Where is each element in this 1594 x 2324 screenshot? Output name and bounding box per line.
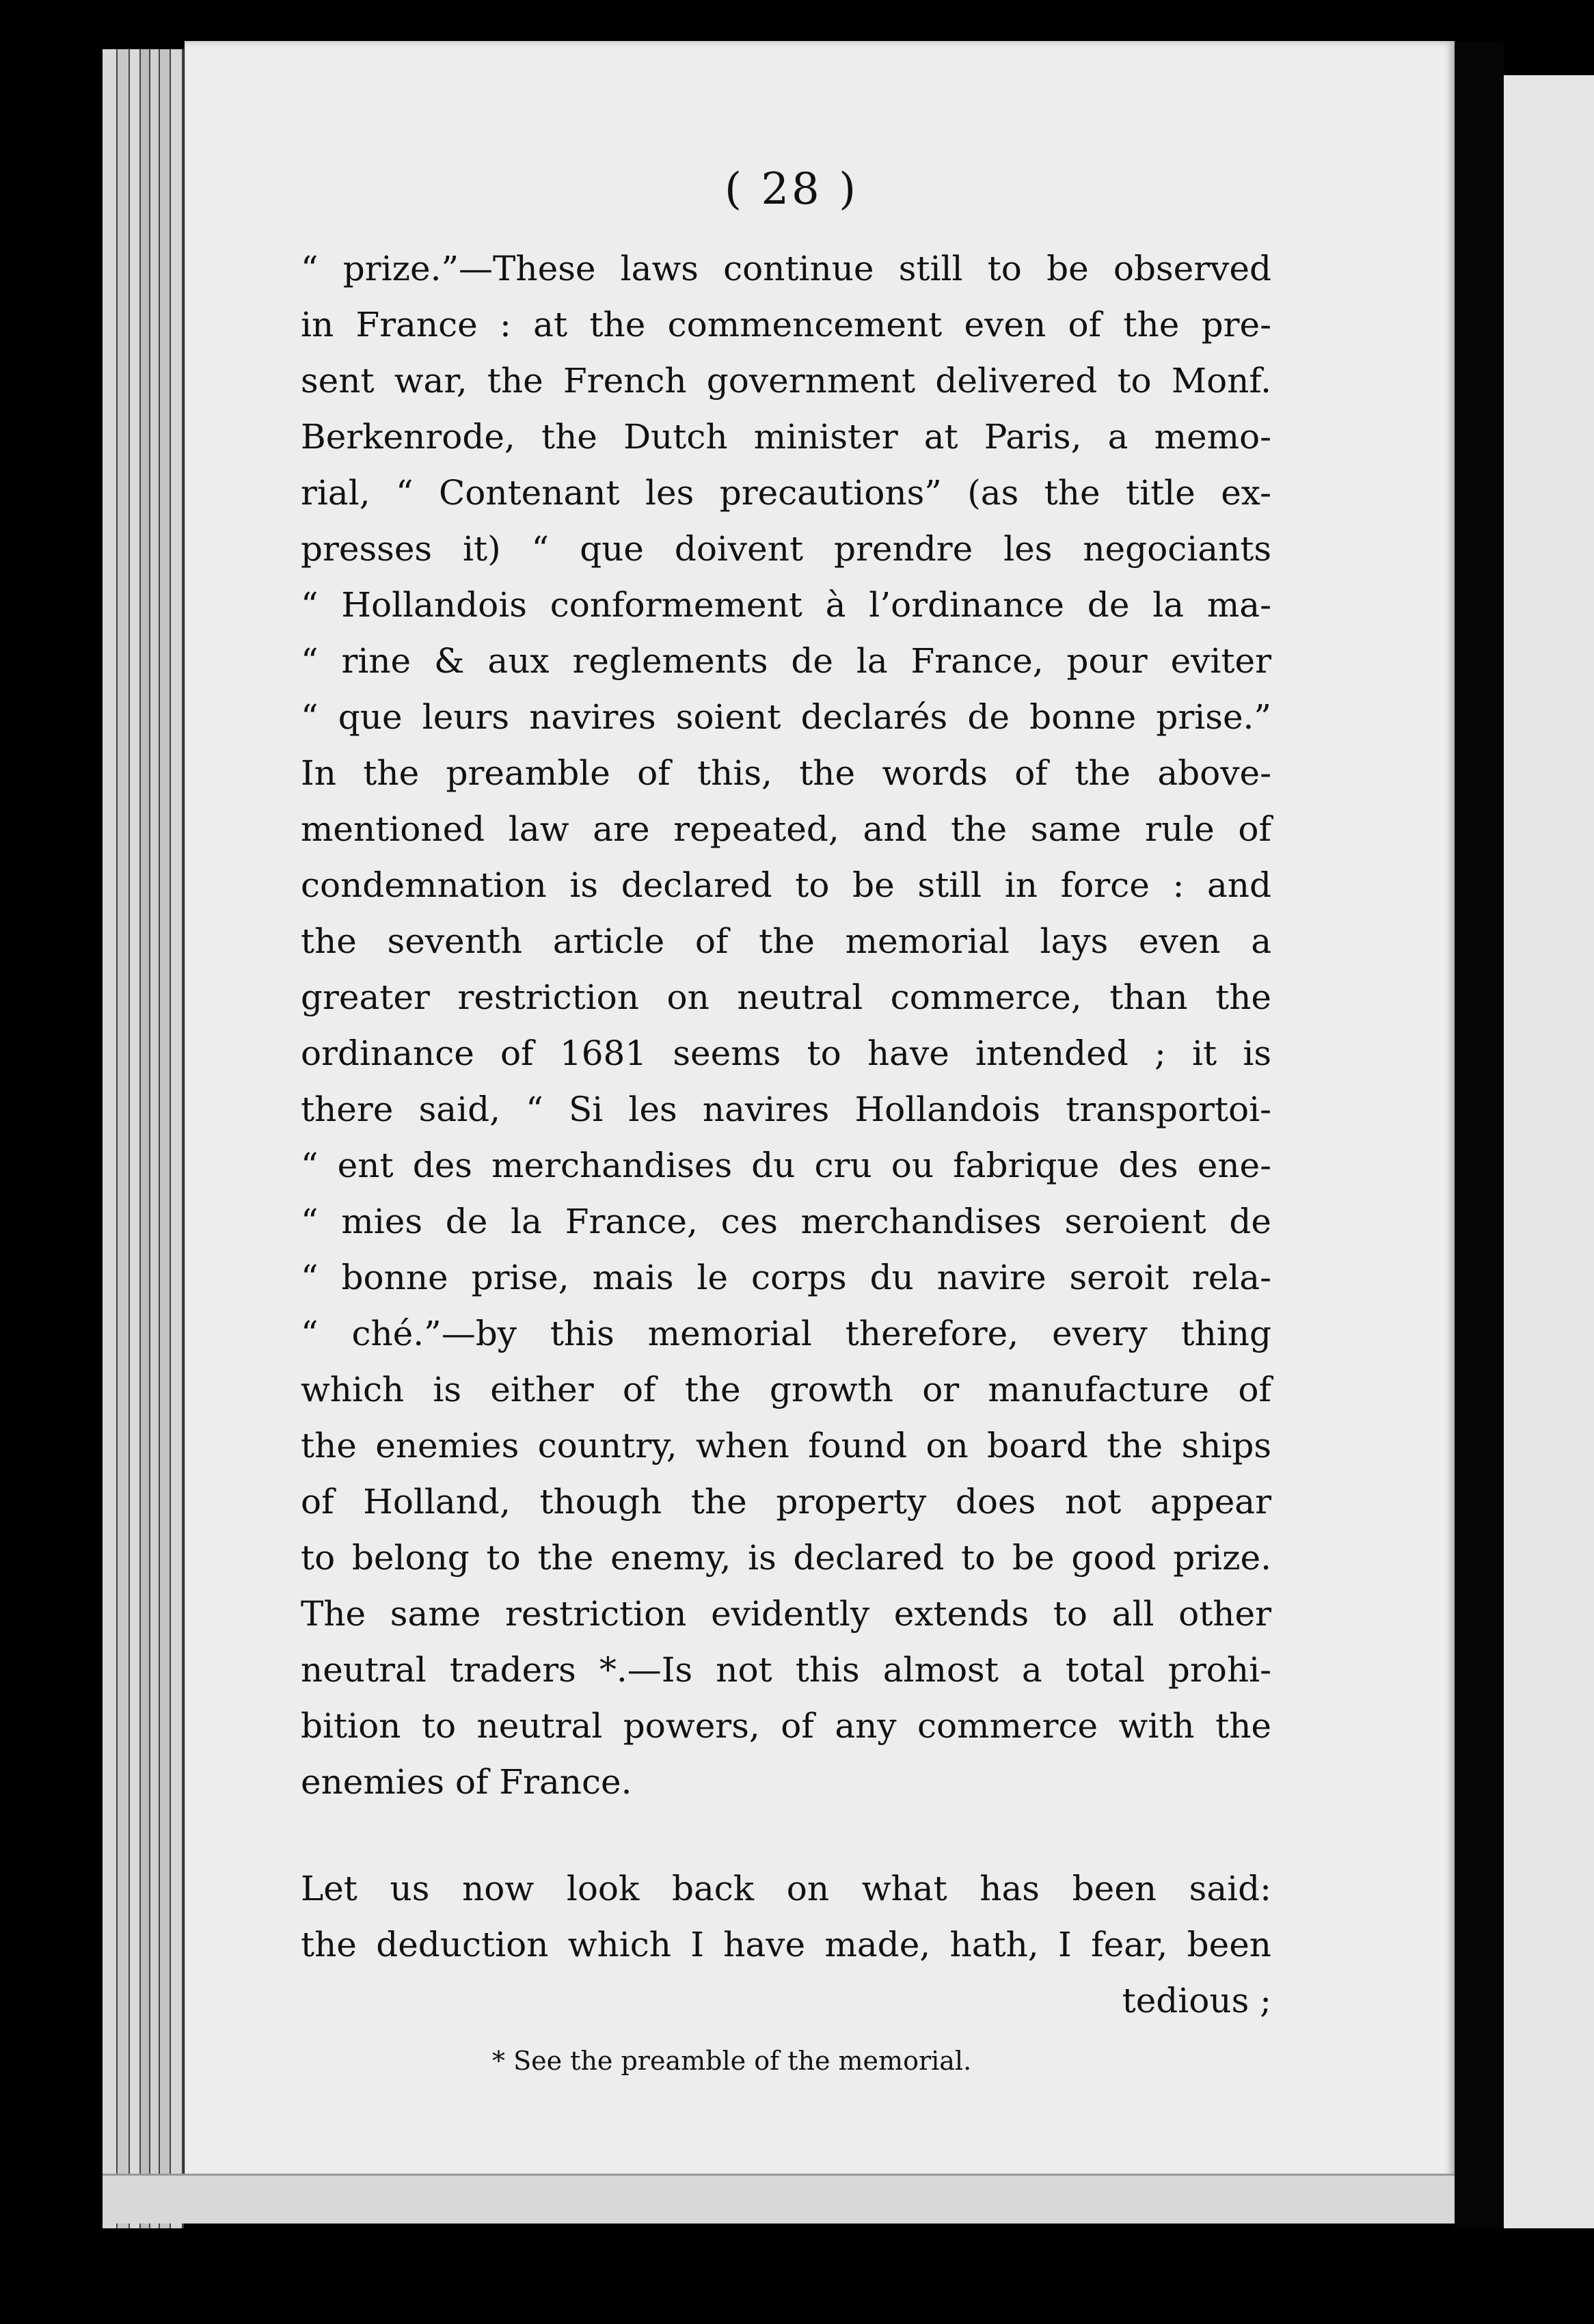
text-line: “ rine & aux reglements de la France, pour eviter xyxy=(301,641,1271,681)
text-line: to belong to the enemy, is declared to be good prize. xyxy=(301,1538,1271,1578)
text-line: in France : at the commencement even of the pre- xyxy=(301,305,1271,344)
page-edge xyxy=(118,49,131,2228)
text-line: enemies of France. xyxy=(301,1762,632,1802)
text-line: Let us now look back on what has been said: xyxy=(301,1869,1271,1908)
text-line: which is either of the growth or manufacture of xyxy=(301,1370,1271,1409)
page-edge xyxy=(141,49,151,2228)
page-edge xyxy=(150,49,161,2228)
text-line: there said, “ Si les navires Hollandois transportoi- xyxy=(301,1090,1271,1129)
text-line: “ prize.”—These laws continue still to be observed xyxy=(301,249,1271,288)
text-line: mentioned law are repeated, and the same rule of xyxy=(301,809,1271,849)
text-line: the deduction which I have made, hath, I fear, been xyxy=(301,1925,1271,1964)
page-edge xyxy=(103,49,118,2228)
page-bottom-edge xyxy=(103,2174,1456,2224)
text-line: greater restriction on neutral commerce, than the xyxy=(301,977,1271,1017)
text-line: “ que leurs navires soient declarés de bonne prise.” xyxy=(301,697,1271,737)
catchword: tedious ; xyxy=(1122,1981,1271,2021)
body-text xyxy=(301,241,1271,2029)
text-line: ordinance of 1681 seems to have intended ; it is xyxy=(301,1033,1271,1073)
text-line: Berkenrode, the Dutch minister at Paris, a memo- xyxy=(301,417,1271,457)
text-line: “ ché.”—by this memorial therefore, every thing xyxy=(301,1314,1271,1353)
paragraph-gap xyxy=(301,1810,1271,1861)
text-line: the enemies country, when found on board the ships xyxy=(301,1426,1271,1465)
footnote: * See the preamble of the memorial. xyxy=(492,2046,972,2076)
text-line: “ ent des merchandises du cru ou fabrique des ene- xyxy=(301,1146,1271,1185)
text-line: “ Hollandois conformement à l’ordinance de la ma- xyxy=(301,585,1271,625)
text-line: neutral traders *.—Is not this almost a total prohi- xyxy=(301,1650,1271,1690)
text-line: The same restriction evidently extends to all other xyxy=(301,1594,1271,1634)
text-line: rial, “ Contenant les precautions” (as the title ex- xyxy=(301,473,1271,513)
text-line: In the preamble of this, the words of the above- xyxy=(301,753,1271,793)
text-line: bition to neutral powers, of any commerce with the xyxy=(301,1706,1271,1746)
text-line: “ bonne prise, mais le corps du navire seroit rela- xyxy=(301,1258,1271,1297)
page-number: ( 28 ) xyxy=(725,164,859,215)
page-edge xyxy=(160,49,172,2228)
page-edge xyxy=(171,49,184,2228)
text-line: sent war, the French government delivered to Monf. xyxy=(301,361,1271,401)
text-line: of Holland, though the property does not appear xyxy=(301,1482,1271,1522)
text-line: the seventh article of the memorial lays even a xyxy=(301,921,1271,961)
page-edge xyxy=(130,49,141,2228)
facing-page-edge xyxy=(1504,75,1594,2228)
book-gutter xyxy=(1455,41,1504,2228)
text-line: presses it) “ que doivent prendre les negociants xyxy=(301,529,1271,569)
text-line: “ mies de la France, ces merchandises seroient de xyxy=(301,1202,1271,1241)
text-line: condemnation is declared to be still in force : and xyxy=(301,865,1271,905)
